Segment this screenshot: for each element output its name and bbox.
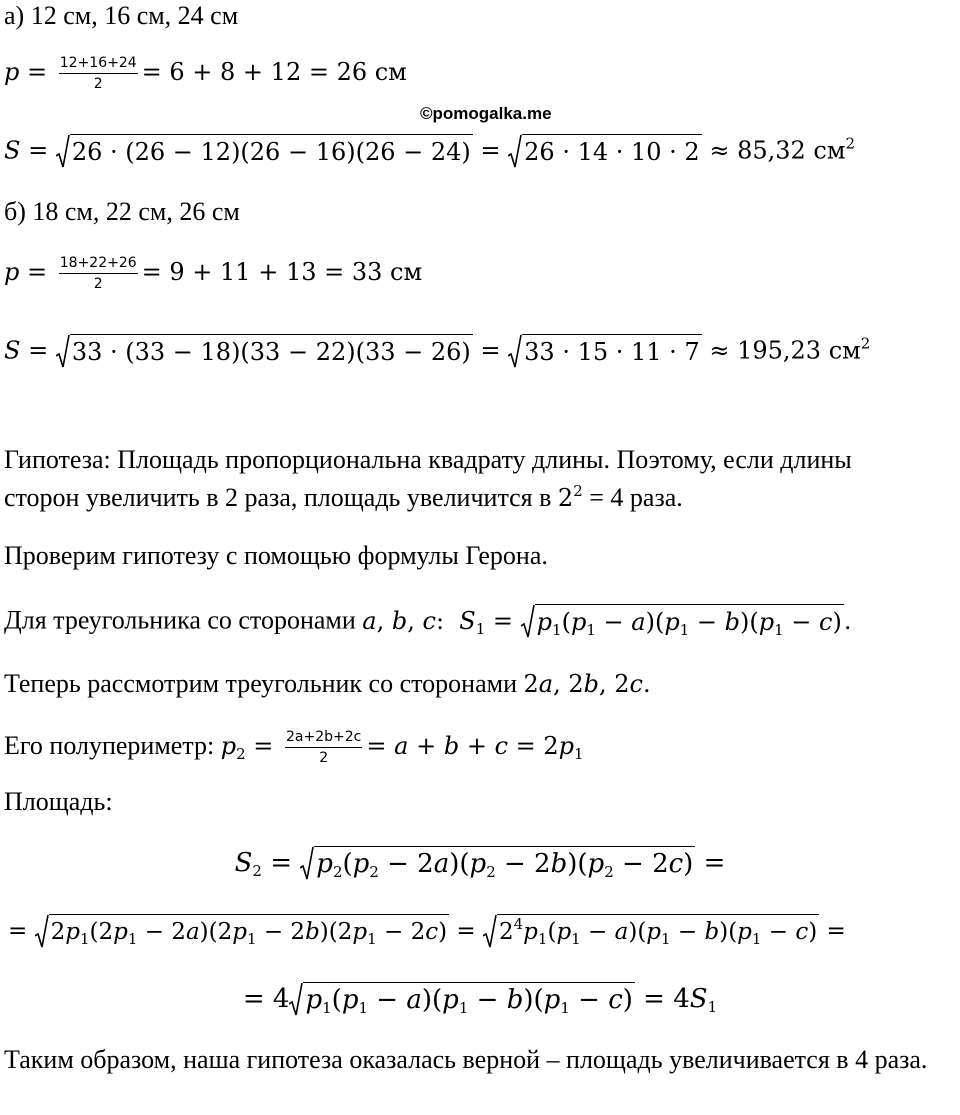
triangle-line: Для треугольника со сторонами a, b, c: $S_1$ = $p_1(p_1 - a)(p_1 - b)(p_1 - c)$ . [4, 605, 852, 639]
radical: $p_2(p_2 - 2a)(p_2 - 2b)(p_2 - 2c)$ [300, 846, 695, 882]
radical: 26 · 14 · 10 · 2 [508, 134, 702, 170]
part-a-header: а) 12 см, 16 см, 24 см [4, 1, 239, 30]
part-a-p-rhs: = 6 + 8 + 12 = 26 см [141, 58, 407, 86]
area-label: Площадь: [4, 787, 113, 816]
part-b-p-rhs: = 9 + 11 + 13 = 33 см [141, 258, 423, 286]
part-a-fraction [59, 56, 138, 91]
part-a-semiperimeter: p = $\frac{12+16+24}{2}$ = 6 + 8 + 12 = 26 см [4, 55, 407, 92]
part-b-frac-den: 2 [93, 276, 103, 292]
conclusion: Таким образом, наша гипотеза оказалась верной – площадь увеличивается в 4 раза. [4, 1045, 928, 1074]
radical: 33 · 15 · 11 · 7 [508, 334, 702, 370]
part-a-result: ≈ 85,32 см [709, 136, 846, 165]
radical: $p_1(p_1 - a)(p_1 - b)(p_1 - c)$ [289, 982, 634, 1018]
part-b-header: б) 18 см, 22 см, 26 см [4, 197, 240, 226]
semi-frac-num: 2a+2b+2c [285, 730, 362, 748]
derivation-line-2: = $2p_1(2p_1 - 2a)(2p_1 - 2b)(2p_1 - 2c)$ = $2^4p_1(p_1 - a)(p_1 - b)(p_1 - c)$ = [8, 915, 846, 948]
part-b-semiperimeter: p = $\frac{18+22+26}{2}$ = 9 + 11 + 13 = 33 см [4, 255, 423, 292]
radical: $2p_1(2p_1 - 2a)(2p_1 - 2b)(2p_1 - 2c)$ [35, 914, 449, 950]
semi-frac-den: 2 [319, 750, 329, 766]
part-b-result: ≈ 195,23 см [709, 336, 861, 365]
part-b-frac-num: 18+22+26 [59, 256, 138, 274]
watermark: ©pomogalka.me [420, 104, 552, 123]
part-a-frac-num: 12+16+24 [59, 56, 138, 74]
part-b-area: S = 33 · (33 − 18)(33 − 22)(33 − 26) = 33 · 15 · 11 · 7 ≈ 195,23 $см^2$ [4, 334, 870, 370]
part-b-fraction [59, 256, 138, 291]
radical: $2^4p_1(p_1 - a)(p_1 - b)(p_1 - c)$ [483, 914, 819, 950]
derivation-line-3: = 4 $p_1(p_1 - a)(p_1 - b)(p_1 - c)$ = $4S_1$ [242, 984, 718, 1017]
hypothesis-line-1: Гипотеза: Площадь пропорциональна квадрату длины. Поэтому, если длины [4, 445, 852, 474]
now-text: Теперь рассмотрим треугольник со сторонами [4, 669, 524, 698]
hypothesis-text-end: = 4 раза. [582, 483, 683, 512]
radical: 26 · (26 − 12)(26 − 16)(26 − 24) [56, 134, 473, 170]
semi-fraction [285, 730, 362, 765]
derivation-line-1: $S_2$ = $p_2(p_2 - 2a)(p_2 - 2b)(p_2 - 2c)$ = [234, 848, 726, 881]
hypothesis-line-2: сторон увеличить в 2 раза, площадь увеличится в $2^2 = 4$ раза. [4, 482, 683, 512]
triangle-text: Для треугольника со сторонами [4, 605, 363, 635]
now-line: Теперь рассмотрим треугольник со сторонами 2a, 2b, 2c. [4, 669, 651, 698]
semiperimeter-line: Его полупериметр: $p_2$ = $\frac{2a+2b+2c}{2}$ = $a + b + c = 2p_1$ [4, 729, 584, 766]
radical: $p_1(p_1 - a)(p_1 - b)(p_1 - c)$ [521, 604, 844, 640]
radical: 33 · (33 − 18)(33 − 22)(33 − 26) [56, 334, 473, 370]
part-a-frac-den: 2 [93, 76, 103, 92]
semi-text: Его полупериметр: [4, 731, 221, 760]
hypothesis-text: сторон увеличить в 2 раза, площадь увеличится в [4, 483, 558, 512]
part-a-area: S = 26 · (26 − 12)(26 − 16)(26 − 24) = 26 · 14 · 10 · 2 ≈ 85,32 $см^2$ [4, 134, 855, 170]
check-line: Проверим гипотезу с помощью формулы Герона. [4, 541, 548, 570]
